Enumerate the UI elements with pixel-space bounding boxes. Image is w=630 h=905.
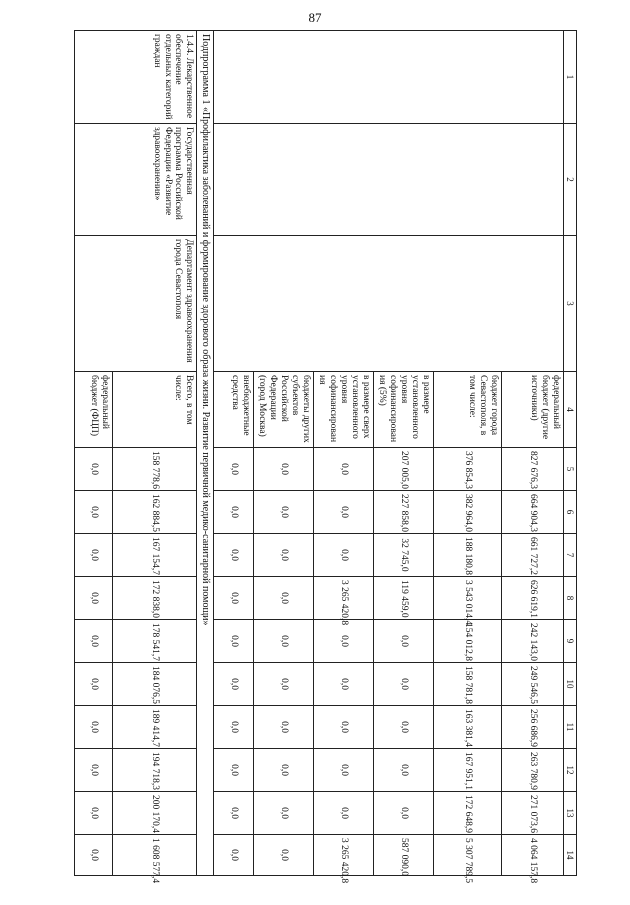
value-cell: 0,0 <box>214 792 254 835</box>
value-cell: 0,0 <box>314 620 374 663</box>
col-number: 1 <box>564 31 577 124</box>
value-cell: 0,0 <box>214 577 254 620</box>
value-cell: 1 608 577,4 <box>113 835 197 876</box>
subprogram-row <box>197 31 214 876</box>
value-cell: 158 778,6 <box>113 448 197 491</box>
value-cell: 119 459,0 <box>374 577 434 620</box>
row-label: Всего, в том числе: <box>113 372 197 448</box>
row-label: федеральный бюджет (ФЦП) <box>75 372 113 448</box>
row-label: федеральный бюджет (другие источники) <box>502 372 564 448</box>
empty-cell <box>214 124 564 236</box>
page-number: 87 <box>308 10 322 25</box>
value-cell: 661 727,2 <box>502 534 564 577</box>
value-cell: 0,0 <box>374 663 434 706</box>
value-cell: 0,0 <box>254 663 314 706</box>
value-cell: 587 090,0 <box>374 835 434 876</box>
value-cell: 249 546,5 <box>502 663 564 706</box>
value-cell: 0,0 <box>75 792 113 835</box>
row-label: внебюджетные средства <box>214 372 254 448</box>
value-cell: 0,0 <box>214 534 254 577</box>
row-label: в размере сверх установленного уровня софинансирования <box>314 372 374 448</box>
budget-table <box>74 30 577 884</box>
value-cell: 3 265 420,8 <box>314 835 374 876</box>
value-cell: 0,0 <box>314 792 374 835</box>
value-cell: 664 904,3 <box>502 491 564 534</box>
value-cell: 0,0 <box>314 749 374 792</box>
value-cell: 167 951,1 <box>434 749 502 792</box>
value-cell: 0,0 <box>214 620 254 663</box>
col-number: 9 <box>564 620 577 663</box>
col-number: 2 <box>564 124 577 236</box>
value-cell: 0,0 <box>75 835 113 876</box>
value-cell: 382 964,0 <box>434 491 502 534</box>
value-cell: 242 143,0 <box>502 620 564 663</box>
value-cell: 227 858,0 <box>374 491 434 534</box>
table-row <box>113 31 197 876</box>
value-cell: 0,0 <box>75 620 113 663</box>
value-cell: 207 005,0 <box>374 448 434 491</box>
col-number: 4 <box>564 372 577 448</box>
value-cell: 0,0 <box>254 749 314 792</box>
col-number: 12 <box>564 749 577 792</box>
empty-cell <box>214 31 564 124</box>
value-cell: 200 170,4 <box>113 792 197 835</box>
value-cell: 0,0 <box>214 491 254 534</box>
column-number-row <box>564 31 577 876</box>
row-label: в размере установленного уровня софинансирования (5%) <box>374 372 434 448</box>
col-number: 7 <box>564 534 577 577</box>
row-label: бюджет города Севастополя, в том числе: <box>434 372 502 448</box>
value-cell: 0,0 <box>214 835 254 876</box>
col-number: 6 <box>564 491 577 534</box>
value-cell: 0,0 <box>75 491 113 534</box>
table-row <box>502 31 564 876</box>
value-cell: 154 012,8 <box>434 620 502 663</box>
value-cell: 32 745,0 <box>374 534 434 577</box>
value-cell: 0,0 <box>254 835 314 876</box>
subprogram-title: Подпрограмма 1 «Профилактика заболеваний и формирование здорового образа жизни. Развитие первичной медико-санитарной помощи» <box>197 31 214 876</box>
value-cell: 0,0 <box>314 448 374 491</box>
value-cell: 3 265 420,8 <box>314 577 374 620</box>
value-cell: 167 154,7 <box>113 534 197 577</box>
value-cell: 0,0 <box>75 706 113 749</box>
value-cell: 0,0 <box>374 792 434 835</box>
measure-name: 1.4.4. Лекарственное обеспечение отдельных категорий граждан <box>75 31 197 124</box>
value-cell: 0,0 <box>75 663 113 706</box>
executor-name: Департамент здравоохранения города Севастополя <box>75 236 197 372</box>
value-cell: 626 619,1 <box>502 577 564 620</box>
value-cell: 0,0 <box>254 706 314 749</box>
value-cell: 158 781,8 <box>434 663 502 706</box>
value-cell: 172 838,0 <box>113 577 197 620</box>
value-cell: 0,0 <box>214 749 254 792</box>
col-number: 13 <box>564 792 577 835</box>
program-name: Государственная программа Российской Федерации «Развитие здравоохранения» <box>75 124 197 236</box>
value-cell: 0,0 <box>254 620 314 663</box>
value-cell: 827 676,3 <box>502 448 564 491</box>
value-cell: 271 073,6 <box>502 792 564 835</box>
value-cell: 263 780,9 <box>502 749 564 792</box>
col-number: 10 <box>564 663 577 706</box>
col-number: 14 <box>564 835 577 876</box>
value-cell: 0,0 <box>374 749 434 792</box>
value-cell: 0,0 <box>314 663 374 706</box>
value-cell: 0,0 <box>374 706 434 749</box>
value-cell: 194 718,3 <box>113 749 197 792</box>
value-cell: 0,0 <box>254 534 314 577</box>
value-cell: 0,0 <box>75 749 113 792</box>
value-cell: 376 854,3 <box>434 448 502 491</box>
value-cell: 0,0 <box>254 491 314 534</box>
row-label: бюджеты других субъектов Российской Федерации (город Москва) <box>254 372 314 448</box>
value-cell: 184 076,5 <box>113 663 197 706</box>
value-cell: 4 064 157,8 <box>502 835 564 876</box>
col-number: 3 <box>564 236 577 372</box>
value-cell: 0,0 <box>214 663 254 706</box>
value-cell: 0,0 <box>75 534 113 577</box>
value-cell: 5 307 789,5 <box>434 835 502 876</box>
value-cell: 256 686,9 <box>502 706 564 749</box>
value-cell: 0,0 <box>75 577 113 620</box>
empty-cell <box>214 236 564 372</box>
value-cell: 162 884,5 <box>113 491 197 534</box>
value-cell: 0,0 <box>314 491 374 534</box>
col-number: 8 <box>564 577 577 620</box>
value-cell: 189 414,7 <box>113 706 197 749</box>
value-cell: 0,0 <box>374 620 434 663</box>
value-cell: 0,0 <box>75 448 113 491</box>
rotated-table-container <box>89 30 577 884</box>
value-cell: 172 648,9 <box>434 792 502 835</box>
value-cell: 0,0 <box>254 448 314 491</box>
value-cell: 163 381,4 <box>434 706 502 749</box>
value-cell: 188 180,8 <box>434 534 502 577</box>
value-cell: 0,0 <box>254 792 314 835</box>
value-cell: 0,0 <box>214 448 254 491</box>
value-cell: 0,0 <box>254 577 314 620</box>
value-cell: 0,0 <box>314 706 374 749</box>
value-cell: 0,0 <box>314 534 374 577</box>
col-number: 11 <box>564 706 577 749</box>
col-number: 5 <box>564 448 577 491</box>
value-cell: 178 541,7 <box>113 620 197 663</box>
value-cell: 3 543 014,4 <box>434 577 502 620</box>
value-cell: 0,0 <box>214 706 254 749</box>
